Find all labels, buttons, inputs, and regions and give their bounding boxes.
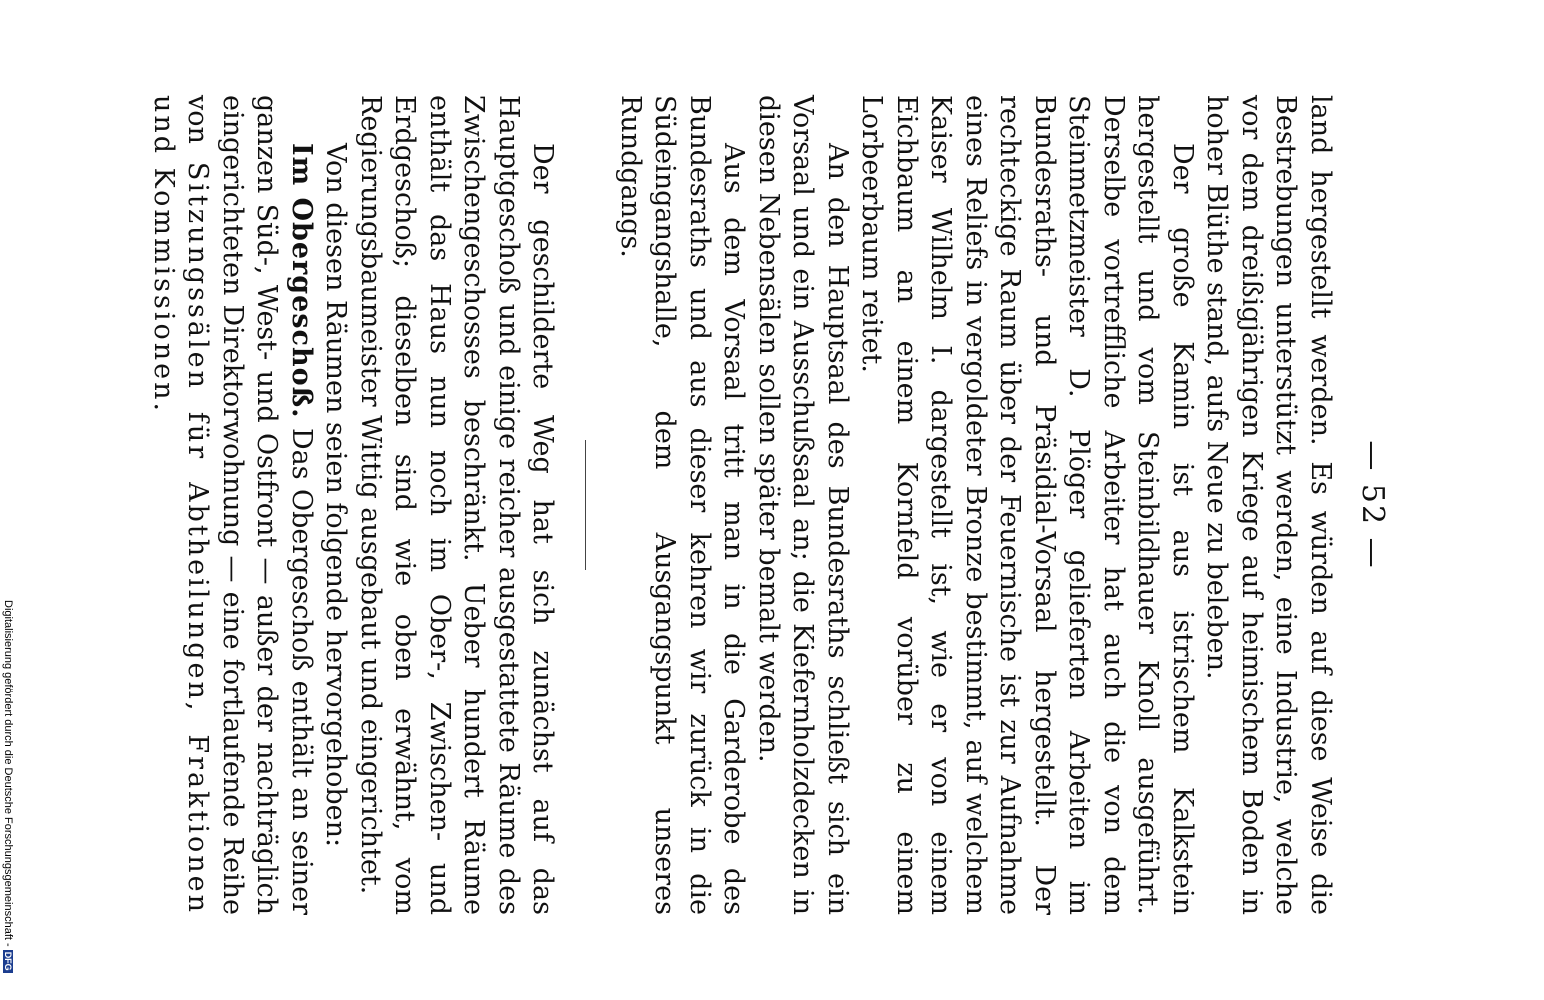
- paragraph-kamin: Der große Kamin ist aus istrischem Kalkstein hergestellt und vom Steinbildhauer Knoll ausgeführt. Derselbe vortreffliche Arbeiter hat auch die von dem Steinmetzmeister D. Plöger gelieferten Arbeiten im Bundesraths- und Präsidial-Vorsaal hergestellt. Der rechteckige Raum über der Feuernische ist zur Aufnahme eines Reliefs in vergoldeter Bronze bestimmt, auf welchem Kaiser Wilhelm I. dargestellt ist, wie er von einem Eichbaum an einem Kornfeld vorüber zu einem Lorbeerbaum reitet.: [856, 95, 1198, 915]
- dfg-logo: DFG: [3, 951, 13, 971]
- paragraph-weg: Der geschilderte Weg hat sich zunächst auf das Hauptgeschoß und einige reicher ausgestattete Räume des Zwischengeschosses beschränkt. Ueber hundert Räume enthält das Haus nun noch im Ober-, Zwischen- und Erdgeschoß; dieselben sind wie oben erwähnt, vom Regierungsbaumeister Wittig ausgebaut und eingerichtet.: [355, 95, 559, 915]
- obergeschoss-text: Das Obergeschoß enthält an seiner ganzen Süd-, West- und Ostfront — außer der nachträglich eingerichteten Direktorwohnung — eine fortlaufende Reihe von: [182, 95, 317, 915]
- page-number: — 52 —: [1355, 440, 1390, 570]
- paragraph-vorsaal: Aus dem Vorsaal tritt man in die Garderobe des Bundesraths und aus dieser kehren wir zurück in die Südeingangshalle, dem Ausgangspunkt unseres Rundgangs.: [615, 95, 750, 915]
- paragraph-industry: land hergestellt werden. Es würden auf diese Weise die Bestrebungen unterstützt werden, eine Industrie, welche vor dem dreißigjährigen Kriege auf heimischem Boden in hoher Blüthe stand, aufs Neue zu beleben.: [1201, 95, 1336, 915]
- paragraph-raeume: Von diesen Räumen seien folgende hervorgehoben:: [320, 143, 352, 848]
- credit-text: Digitalisierung gefördert durch die Deutsche Forschungsgemeinschaft -: [2, 600, 14, 947]
- paragraph-hauptsaal: An den Hauptsaal des Bundesraths schließt sich ein Vorsaal und ein Ausschußsaal an; die Kiefernholzdecken in diesen Nebensälen sollen später bemalt werden.: [753, 95, 853, 915]
- rotated-page-content: [146, 95, 1391, 915]
- obergeschoss-heading: Im Obergeschoß.: [286, 143, 317, 419]
- obergeschoss-spaced-text: Sitzungssälen für Abtheilungen, Fraktionen und Kommissionen.: [148, 95, 214, 915]
- section-divider: [586, 440, 587, 570]
- digitization-credit: [0, 600, 14, 995]
- paragraph-obergeschoss: [146, 95, 319, 915]
